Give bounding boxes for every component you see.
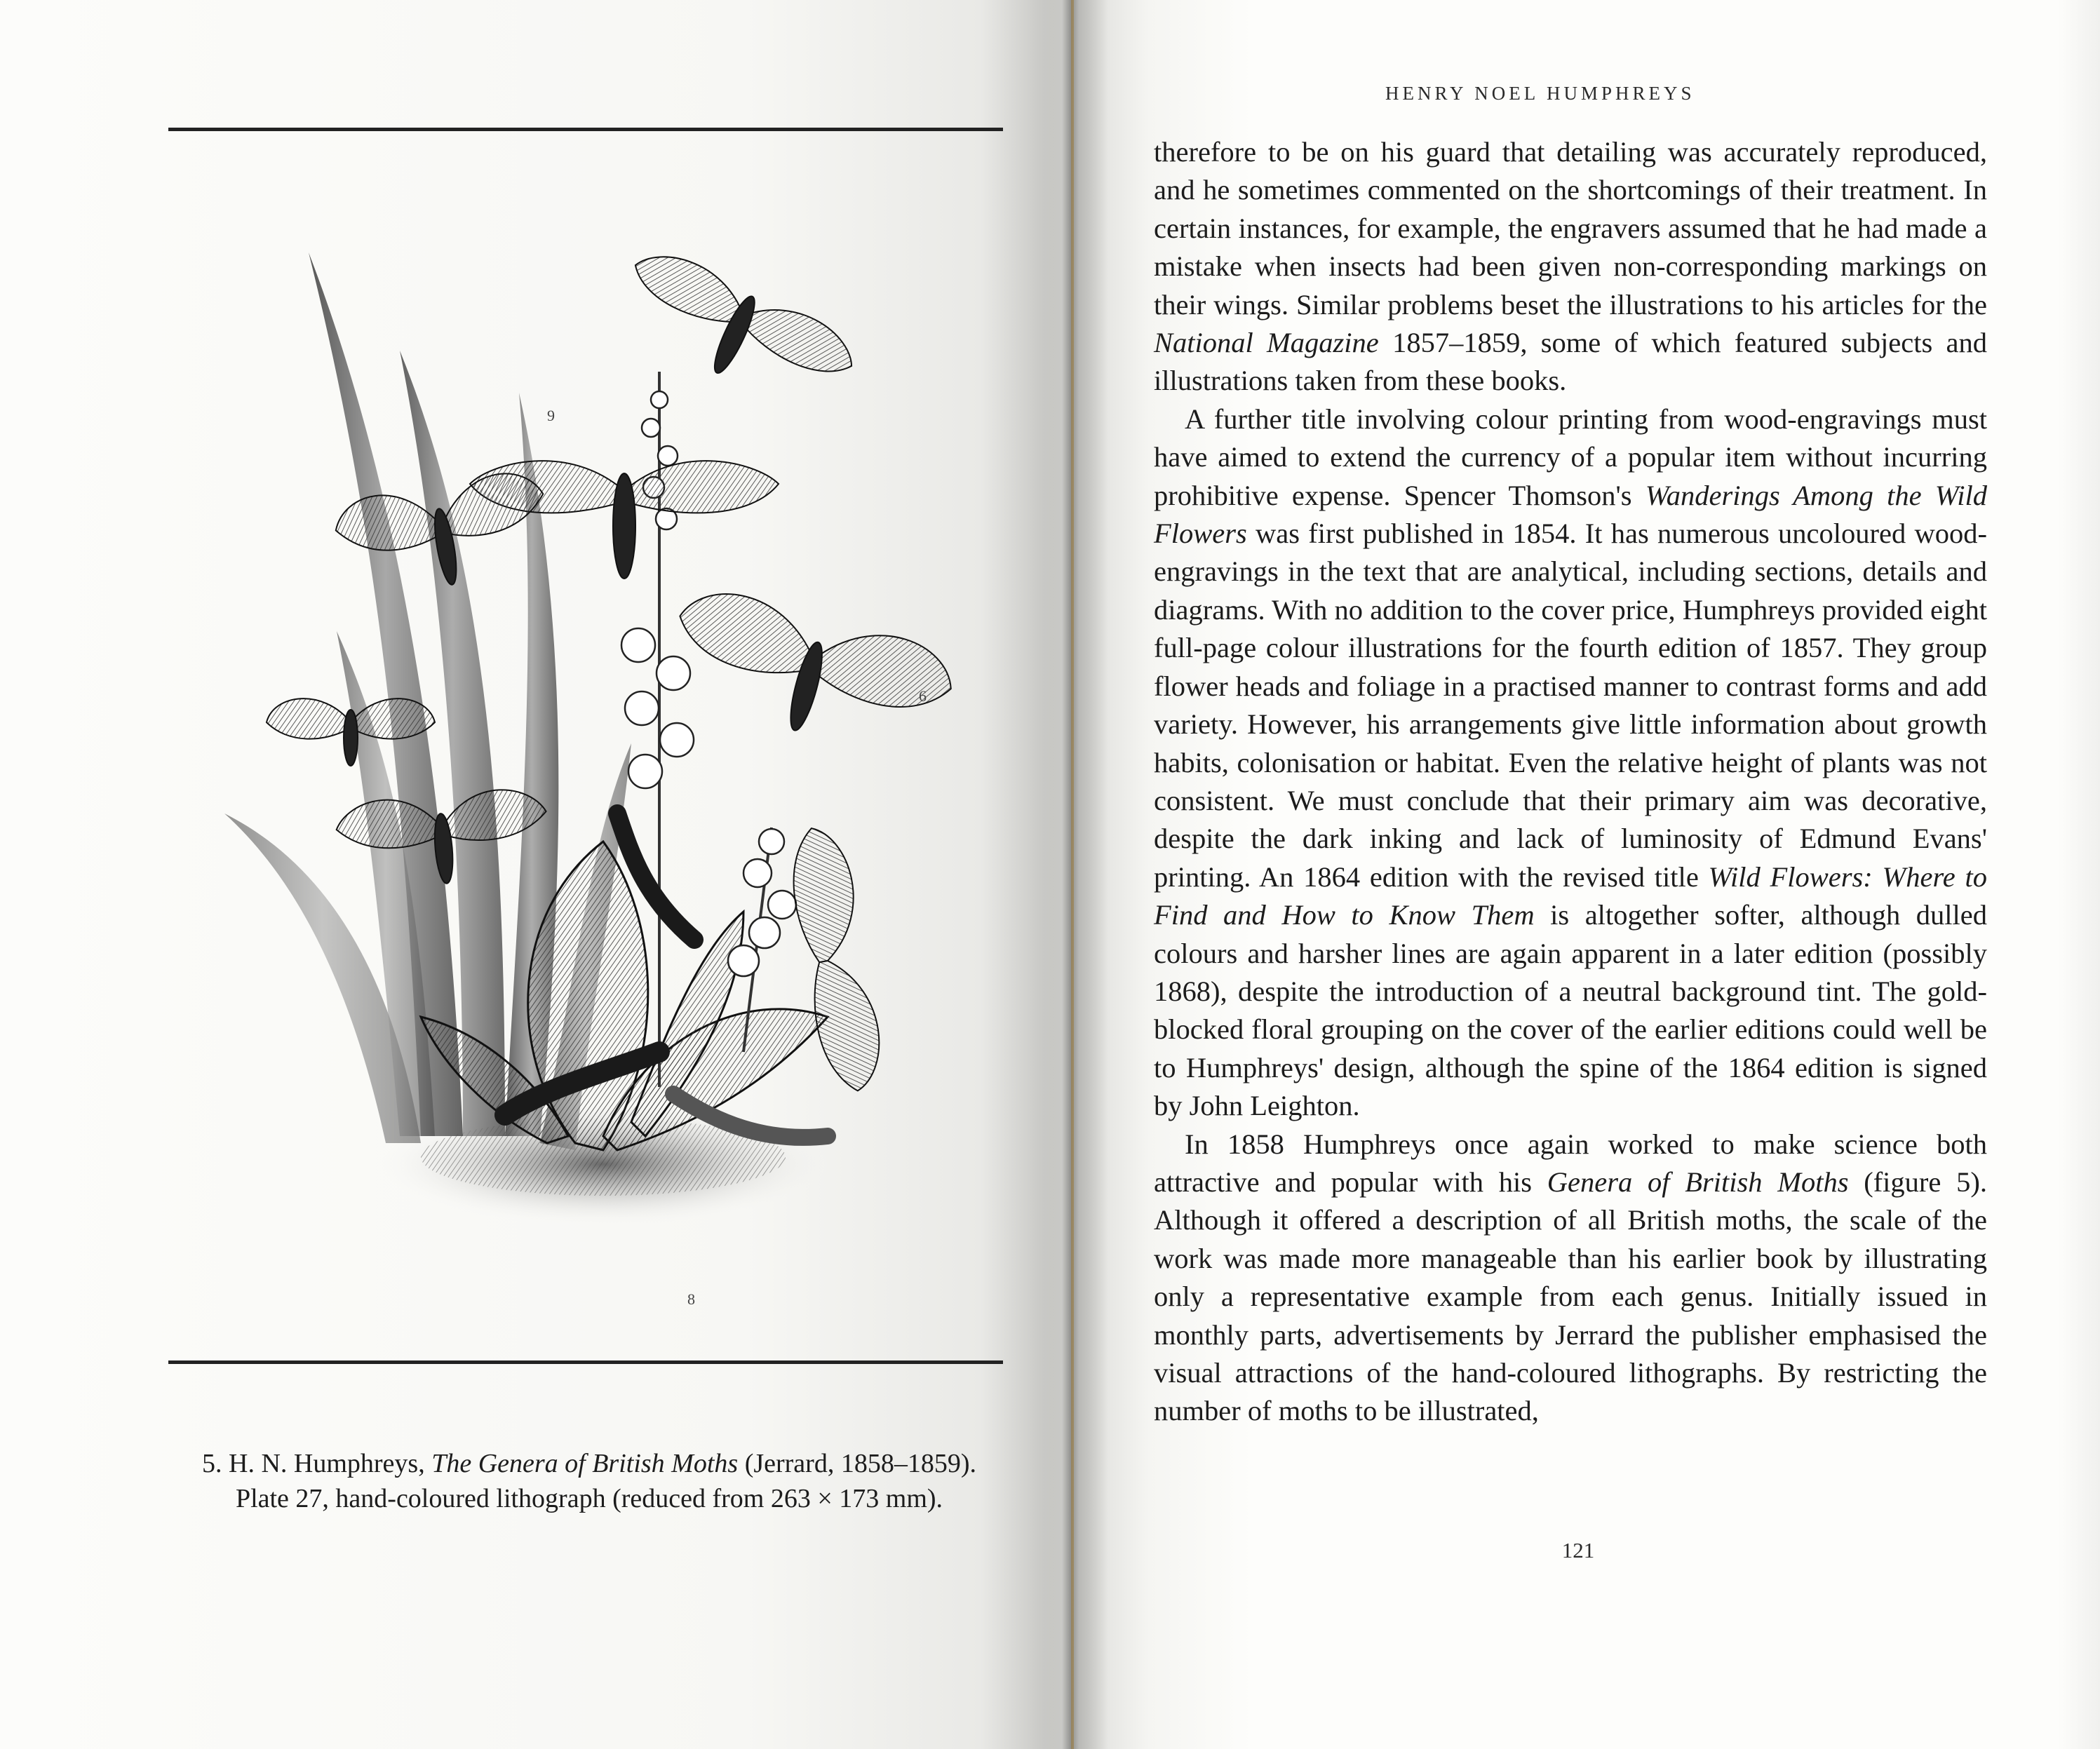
page-number: 121: [1561, 1538, 1595, 1562]
paragraph-text: therefore to be on his guard that detailing was accurately reproduced, and he sometimes commented on the shortcomings of their treatment. In certain instances, for example, the engravers assumed that he had made a mistake when insects had been given non-corresponding markings on their wings. Similar problems beset the illustrations to his articles for the: [1154, 136, 1987, 320]
figure-bottom-rule: [168, 1360, 1003, 1364]
caption-publisher: (Jerrard, 1858–1859).: [738, 1449, 976, 1478]
paragraph-3: [1154, 1126, 1987, 1431]
italic-title: Wild Flowers: Where to Find and How to Know Them: [1154, 860, 1987, 931]
caption-number: 5. H. N. Humphreys,: [202, 1449, 432, 1478]
figure-top-rule: [168, 128, 1003, 131]
caption-line-1: [161, 1446, 1017, 1481]
paragraph-text: was first published in 1854. It has numerous uncoloured wood-engravings in the text that are analytical, including sections, details and diagrams. With no addition to the cover price, Humphreys provided eight full-page colour illustrations for the fourth edition of 1857. They group flower heads and foliage in a practised manner to contrast forms and add variety. However, his arrangements give little information about growth habits, colonisation or habitat. Even the relative height of plants was not consistent. We must conclude that their primary aim was decorative, despite the dark inking and lack of luminosity of Edmund Evans' printing. An 1864 edition with the revised title: [1154, 518, 1987, 893]
paragraph-text: (figure 5). Although it offered a description of all British moths, the scale of the work was made more manageable than his earlier book by illustrating only a representative example from each genus. Initially issued in monthly parts, advertisements by Jerrard the publisher emphasised the visual attractions of the hand-coloured lithographs. By restricting the number of moths to be illustrated,: [1154, 1166, 1987, 1427]
paragraph-1: [1154, 133, 1987, 400]
italic-title: Genera of British Moths: [1547, 1166, 1849, 1198]
page-edge-shade: [2058, 0, 2100, 1749]
book-gutter: [1031, 0, 1108, 1749]
body-text: [1154, 133, 1987, 1431]
caption-title: The Genera of British Moths: [431, 1449, 739, 1478]
paragraph-2: [1154, 400, 1987, 1126]
paragraph-text: A further title involving colour printing from wood-engravings must have aimed to extend the currency of a popular item without incurring prohibitive expense. Spencer Thomson's: [1154, 403, 1987, 511]
paragraph-text: is altogether softer, although dulled colours and harsher lines are again apparent in a later edition (possibly 1868), despite the introduction of a neutral background tint. The gold-blocked floral grouping on the cover of the earlier editions could well be to Humphreys' design, although the spine of the 1864 edition is signed by John Leighton.: [1154, 899, 1987, 1122]
paragraph-text: 1857–1859, some of which featured subjects and illustrations taken from these books.: [1154, 327, 1988, 397]
binding-thread: [1071, 0, 1074, 1749]
paragraph-text: In 1858 Humphreys once again worked to make science both attractive and popular with his: [1154, 1128, 1987, 1198]
italic-title: Wanderings Among the Wild Flowers: [1154, 479, 1987, 550]
plate-numeral: 8: [687, 1290, 695, 1308]
plate-numeral: 6: [919, 687, 927, 705]
moth-plate-illustration: [210, 210, 982, 1308]
running-head: HENRY NOEL HUMPHREYS: [1385, 83, 1695, 104]
figure-caption: [161, 1446, 1017, 1516]
caption-line-2: Plate 27, hand-coloured lithograph (reduced from 263 × 173 mm).: [235, 1484, 943, 1513]
plate-numeral: 9: [547, 407, 555, 424]
italic-title: National Magazine: [1154, 327, 1379, 359]
